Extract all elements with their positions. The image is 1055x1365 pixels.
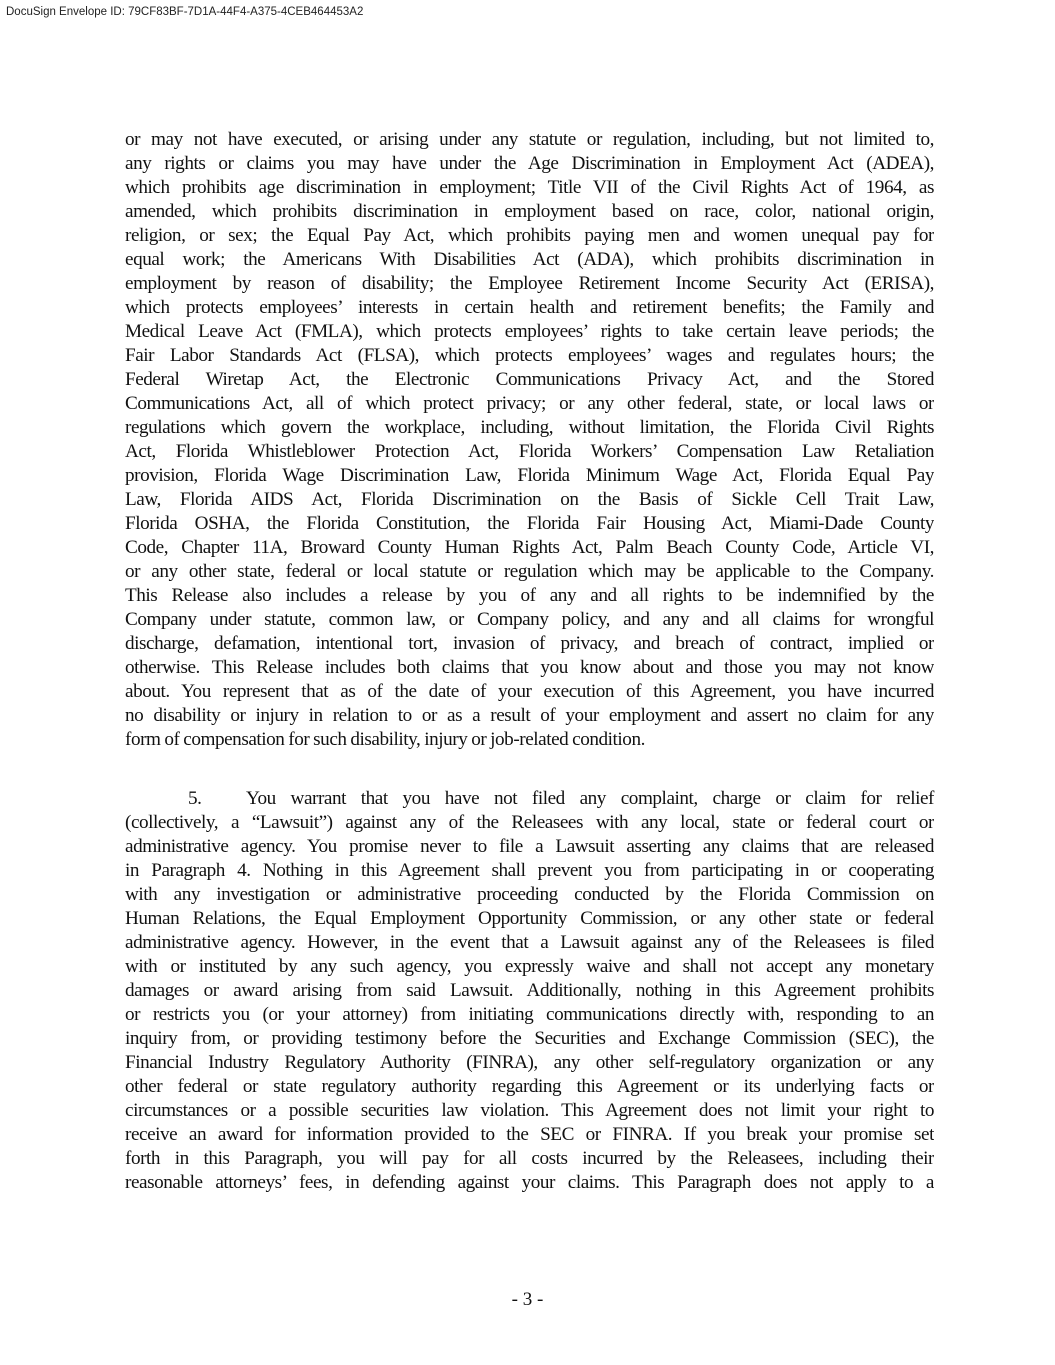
text-line-content: forth in this Paragraph, you will pay for all costs incurred by the Releasees, including their xyxy=(125,1148,934,1169)
text-line xyxy=(125,979,934,1003)
text-line xyxy=(125,440,934,464)
text-line xyxy=(125,1051,934,1075)
text-line-content: which prohibits age discrimination in employment; Title VII of the Civil Rights Act of 1964, as xyxy=(125,177,934,198)
paragraph-number: 5. xyxy=(188,788,202,809)
text-line xyxy=(125,632,934,656)
text-line-content: reasonable attorneys’ fees, in defending against your claims. This Paragraph does not apply to a xyxy=(125,1172,934,1193)
text-line xyxy=(125,224,934,248)
text-line-content: which protects employees’ interests in certain health and retirement benefits; the Family and xyxy=(125,297,934,318)
text-line-content: in Paragraph 4. Nothing in this Agreement shall prevent you from participating in or cooperating xyxy=(125,860,934,881)
text-line xyxy=(125,464,934,488)
text-line xyxy=(125,488,934,512)
text-line xyxy=(125,656,934,680)
text-line-content: equal work; the Americans With Disabilities Act (ADA), which prohibits discrimination in xyxy=(125,249,934,270)
text-line xyxy=(125,128,934,152)
text-line xyxy=(125,176,934,200)
text-line-content: Federal Wiretap Act, the Electronic Communications Privacy Act, and the Stored xyxy=(125,369,934,390)
text-line-content: employment by reason of disability; the Employee Retirement Income Security Act (ERISA), xyxy=(125,273,934,294)
text-line-content: with any investigation or administrative proceeding conducted by the Florida Commission on xyxy=(125,884,934,905)
text-line xyxy=(125,859,934,883)
text-line-content: Human Relations, the Equal Employment Opportunity Commission, or any other state or federal xyxy=(125,908,934,929)
text-line xyxy=(125,1027,934,1051)
text-line xyxy=(125,344,934,368)
text-line-content: discharge, defamation, intentional tort, invasion of privacy, and breach of contract, implied or xyxy=(125,633,934,654)
text-line xyxy=(125,152,934,176)
text-line xyxy=(125,200,934,224)
text-line-content: or restricts you (or your attorney) from initiating communications directly with, responding to an xyxy=(125,1004,934,1025)
text-line-content: other federal or state regulatory authority regarding this Agreement or its underlying facts or xyxy=(125,1076,934,1097)
text-line xyxy=(125,536,934,560)
text-line xyxy=(125,1171,934,1195)
text-line-content: or may not have executed, or arising under any statute or regulation, including, but not limited to, xyxy=(125,129,934,150)
text-line xyxy=(125,296,934,320)
text-line-content: regulations which govern the workplace, including, without limitation, the Florida Civil Rights xyxy=(125,417,934,438)
text-line-content: Communications Act, all of which protect privacy; or any other federal, state, or local laws or xyxy=(125,393,934,414)
text-line-content: Code, Chapter 11A, Broward County Human Rights Act, Palm Beach County Code, Article VI, xyxy=(125,537,934,558)
text-line-content: This Release also includes a release by you of any and all rights to be indemnified by the xyxy=(125,585,934,606)
text-line-content: religion, or sex; the Equal Pay Act, which prohibits paying men and women unequal pay for xyxy=(125,225,934,246)
text-line-content: Financial Industry Regulatory Authority (FINRA), any other self-regulatory organization or any xyxy=(125,1052,934,1073)
text-line xyxy=(125,704,934,728)
text-line-content: (collectively, a “Lawsuit”) against any of the Releasees with any local, state or federal court or xyxy=(125,812,934,833)
text-line-content: form of compensation for such disability, injury or job-related condition. xyxy=(125,729,645,750)
text-line xyxy=(125,907,934,931)
text-line xyxy=(125,368,934,392)
text-line xyxy=(125,248,934,272)
text-line xyxy=(125,1123,934,1147)
text-line-content: damages or award arising from said Lawsuit. Additionally, nothing in this Agreement prohibits xyxy=(125,980,934,1001)
text-line-content: administrative agency. You promise never to file a Lawsuit asserting any claims that are released xyxy=(125,836,934,857)
text-line-content: about. You represent that as of the date of your execution of this Agreement, you have incurred xyxy=(125,681,934,702)
text-line xyxy=(125,560,934,584)
text-line xyxy=(125,512,934,536)
text-line xyxy=(125,811,934,835)
text-line-content: Company under statute, common law, or Company policy, and any and all claims for wrongful xyxy=(125,609,934,630)
text-line-content: or any other state, federal or local statute or regulation which may be applicable to the Company. xyxy=(125,561,934,582)
paragraph-5-first-line xyxy=(125,787,934,811)
text-line-content: provision, Florida Wage Discrimination Law, Florida Minimum Wage Act, Florida Equal Pay xyxy=(125,465,934,486)
text-line xyxy=(125,680,934,704)
text-line-content: receive an award for information provided to the SEC or FINRA. If you break your promise set xyxy=(125,1124,934,1145)
text-line xyxy=(125,1099,934,1123)
text-line-content: Medical Leave Act (FMLA), which protects employees’ rights to take certain leave periods; the xyxy=(125,321,934,342)
text-line xyxy=(125,883,934,907)
page-number: - 3 - xyxy=(511,1289,544,1310)
text-line-content: otherwise. This Release includes both claims that you know about and those you may not know xyxy=(125,657,934,678)
text-line xyxy=(125,320,934,344)
text-line xyxy=(125,728,934,752)
text-line-content: Act, Florida Whistleblower Protection Act, Florida Workers’ Compensation Law Retaliation xyxy=(125,441,934,462)
text-line-content: administrative agency. However, in the event that a Lawsuit against any of the Releasees is filed xyxy=(125,932,934,953)
text-line xyxy=(125,416,934,440)
text-line xyxy=(125,955,934,979)
text-line xyxy=(125,1075,934,1099)
text-line-content: any rights or claims you may have under the Age Discrimination in Employment Act (ADEA), xyxy=(125,153,934,174)
text-line-content: amended, which prohibits discrimination in employment based on race, color, national origin, xyxy=(125,201,934,222)
paragraph-5-opening-text: You warrant that you have not filed any complaint, charge or claim for relief xyxy=(246,788,934,809)
text-line xyxy=(125,392,934,416)
text-line-content: Florida OSHA, the Florida Constitution, the Florida Fair Housing Act, Miami-Dade County xyxy=(125,513,934,534)
docusign-envelope-id: DocuSign Envelope ID: 79CF83BF-7D1A-44F4-A375-4CEB464453A2 xyxy=(6,6,364,18)
text-line-content: no disability or injury in relation to or as a result of your employment and assert no claim for any xyxy=(125,705,934,726)
text-line-content: Fair Labor Standards Act (FLSA), which protects employees’ wages and regulates hours; the xyxy=(125,345,934,366)
text-line xyxy=(125,1147,934,1171)
text-line xyxy=(125,272,934,296)
text-line-content: inquiry from, or providing testimony before the Securities and Exchange Commission (SEC), the xyxy=(125,1028,934,1049)
text-line-content: Law, Florida AIDS Act, Florida Discrimination on the Basis of Sickle Cell Trait Law, xyxy=(125,489,934,510)
text-line xyxy=(125,584,934,608)
text-line xyxy=(125,931,934,955)
text-line xyxy=(125,835,934,859)
text-line xyxy=(125,1003,934,1027)
paragraph-5 xyxy=(125,787,934,1195)
text-line-content: circumstances or a possible securities law violation. This Agreement does not limit your right to xyxy=(125,1100,934,1121)
text-line xyxy=(125,608,934,632)
text-line-content: with or instituted by any such agency, you expressly waive and shall not accept any monetary xyxy=(125,956,934,977)
paragraph-4-continued xyxy=(125,128,934,752)
